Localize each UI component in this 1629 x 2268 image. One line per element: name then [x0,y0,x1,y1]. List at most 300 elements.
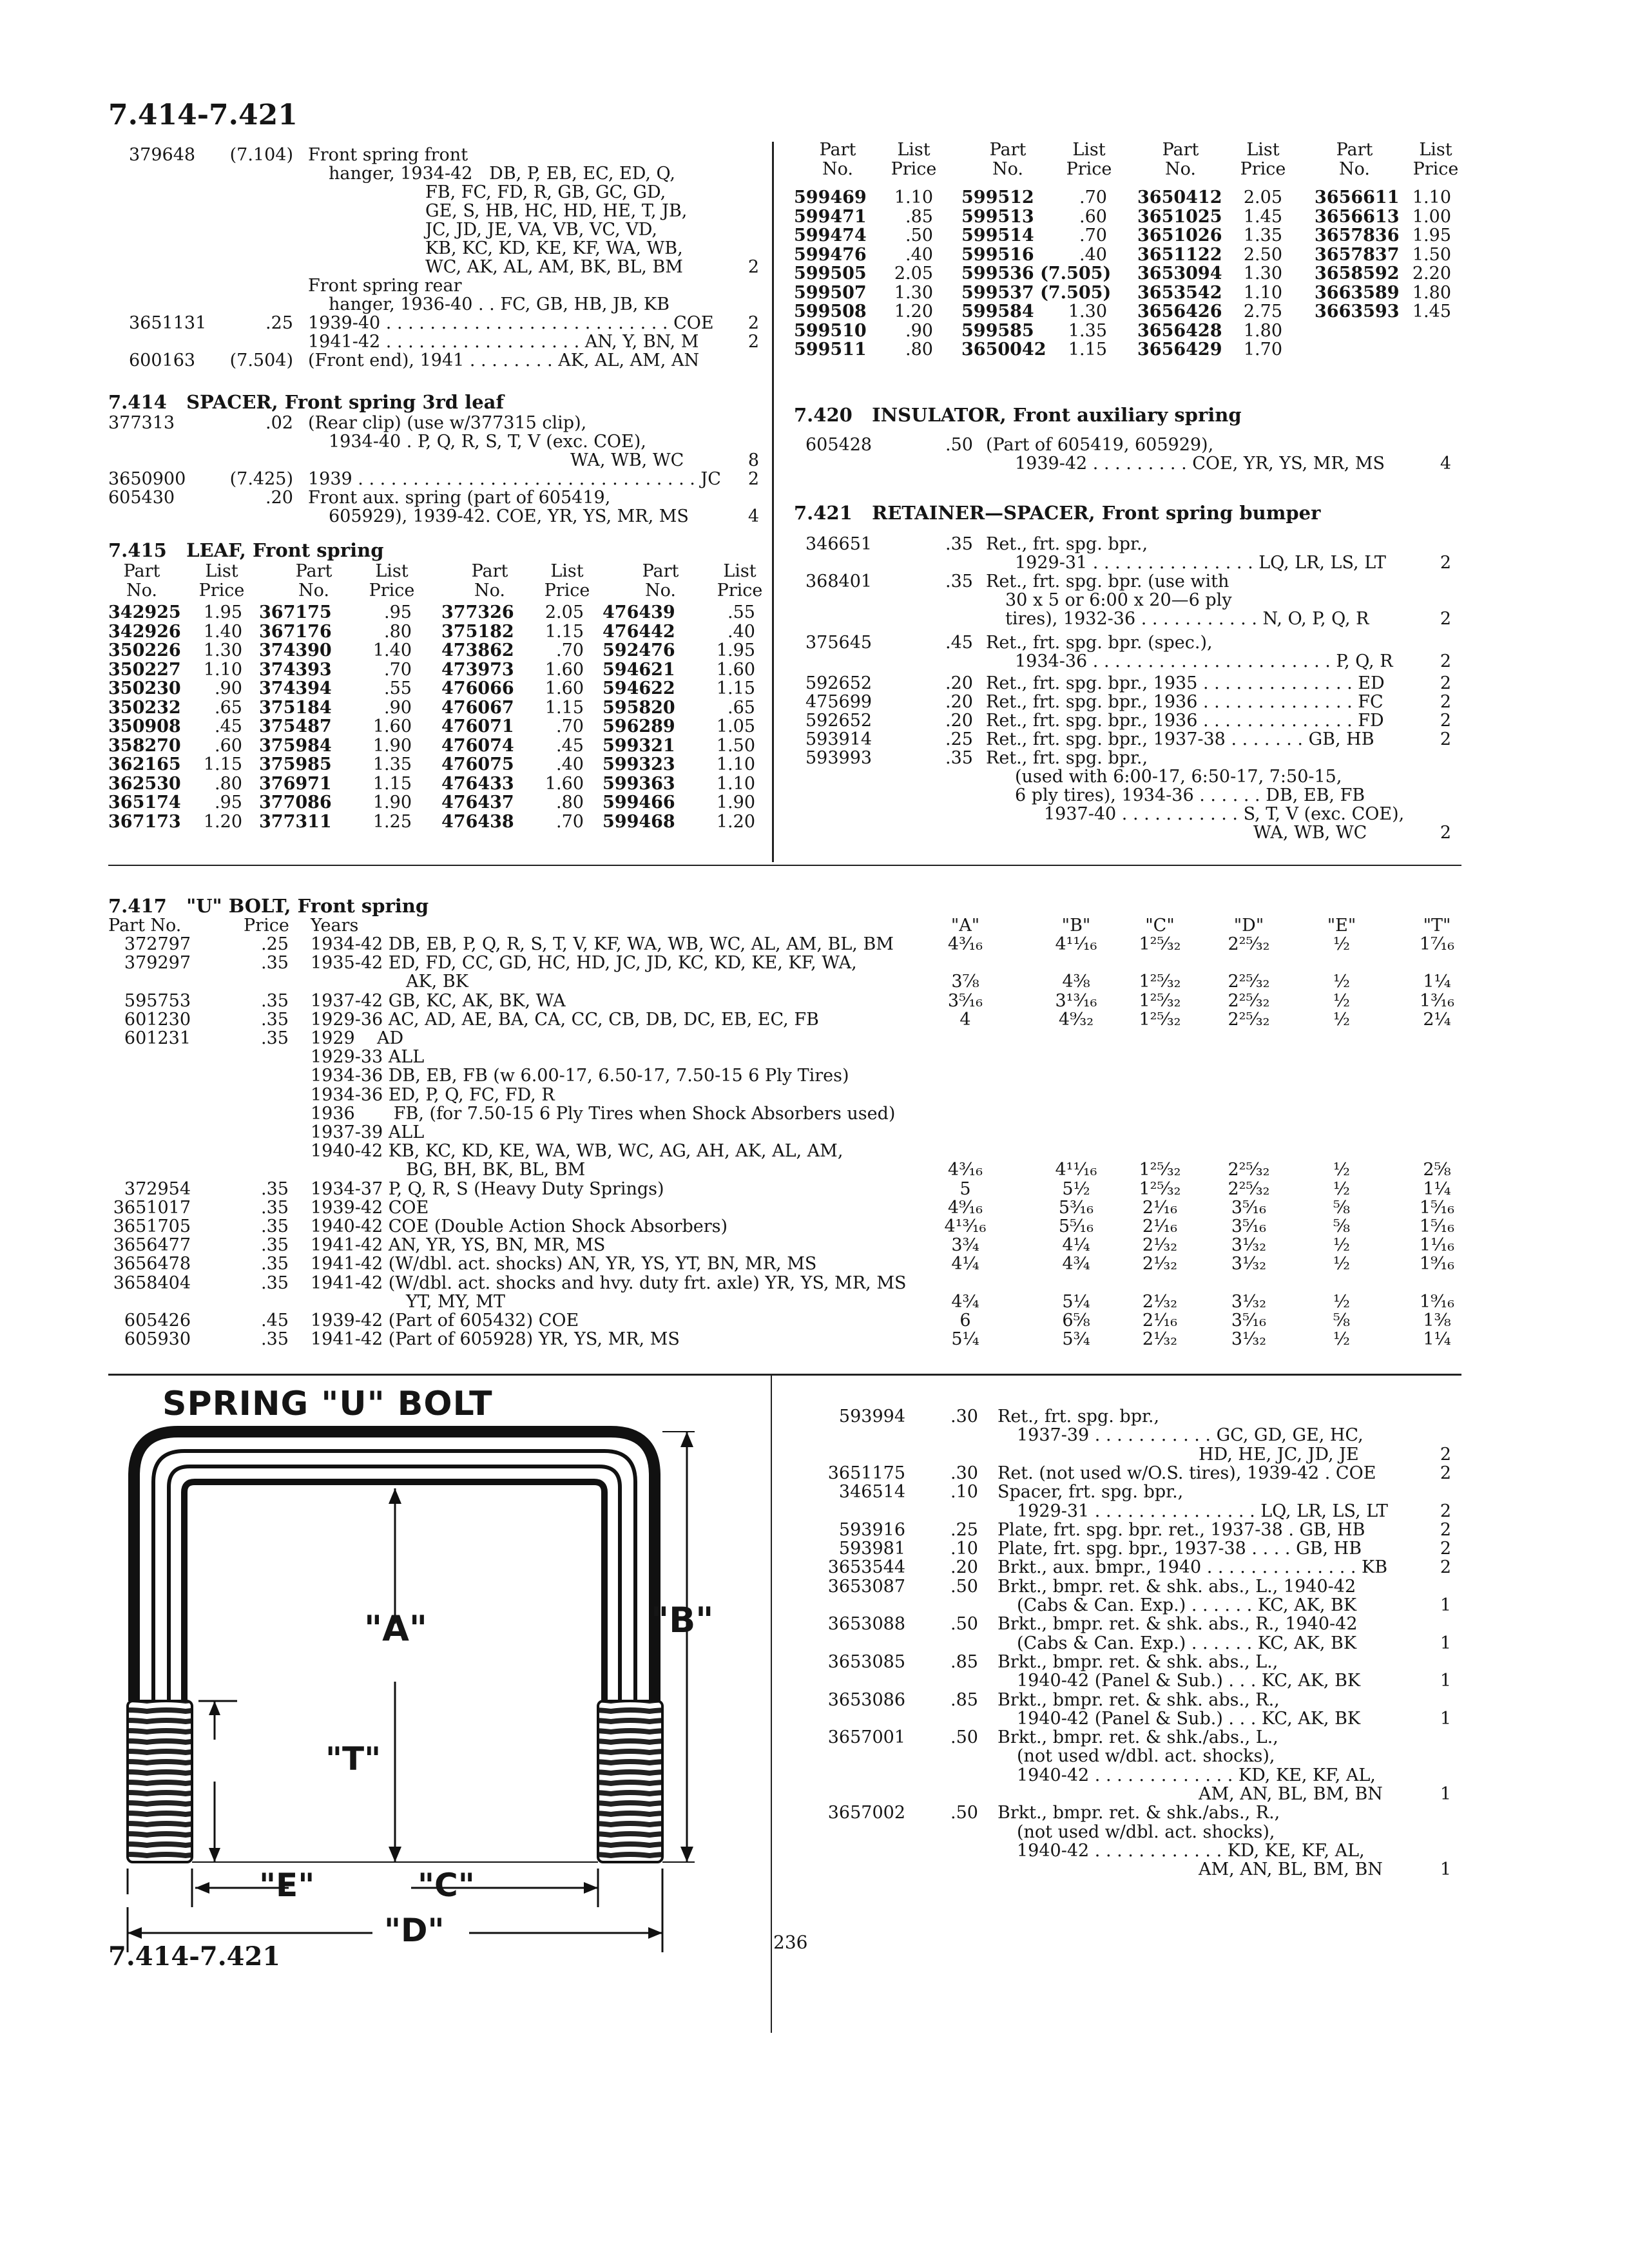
list-price: (7.104) [229,145,293,165]
leaf-part-number: 476075 [441,754,514,774]
dimension-value: ½ [1333,934,1351,954]
column-header: No. [474,581,505,601]
leaf-list-price: 1.60 [545,678,584,698]
part-number: 3653087 [827,1576,905,1597]
footer-section-ref: 7.414-7.421 [108,1941,281,1972]
column-header: Part [295,561,333,581]
item-description: (Cabs & Can. Exp.) . . . . . . KC, AK, BK [1017,1595,1357,1615]
dimension-value: 4¹³⁄₁₆ [944,1216,987,1236]
dimension-value: 3⁵⁄₁₆ [1231,1216,1267,1236]
years-models: 1929 AD [311,1028,404,1048]
list-price: .45 [945,633,973,653]
leaf-list-price: .60 [1079,206,1107,227]
item-description: 1939-42 . . . . . . . . . COE, YR, YS, MR, MS [1015,454,1385,474]
dimension-value: 3⁵⁄₁₆ [947,990,983,1011]
leaf-list-price: 1.30 [203,640,242,660]
leaf-part-number: 3651026 [1137,226,1222,245]
leaf-part-number: 3663593 [1315,302,1400,322]
part-number: 593916 [838,1519,905,1540]
dimension-value: 1⁷⁄₁₆ [1419,934,1455,954]
column-header: Price [244,916,289,936]
item-description: Ret., frt. spg. bpr., 1937-38 . . . . . . . GB, HB [986,729,1374,749]
item-description: Brkt., bmpr. ret. & shk. abs., L., 1940-42 [998,1576,1356,1597]
item-description: Front aux. spring (part of 605419, [308,488,611,508]
section-divider-lower [108,1374,1461,1376]
dimension-value: 3¹⁄₃₂ [1231,1329,1267,1350]
leaf-part-number: 367173 [108,811,181,832]
dimension-value: 4⅜ [1062,972,1090,992]
leaf-list-price: .80 [905,340,933,360]
quantity: 4 [747,506,759,526]
part-number: 593993 [805,748,872,768]
dimension-value: 3¹⁄₃₂ [1231,1235,1267,1256]
years-models: 1934-37 P, Q, R, S (Heavy Duty Springs) [311,1178,664,1199]
item-description: FB, FC, FD, R, GB, GC, GD, [425,182,666,202]
leaf-list-price: 2.05 [545,602,584,622]
dimension-header: "C" [1145,916,1175,936]
part-number: 368401 [805,572,872,591]
item-description: tires), 1932-36 . . . . . . . . . . . N, O, P, Q, R [1005,609,1369,629]
list-price: .35 [261,1273,289,1293]
leaf-part-number: 3651122 [1137,244,1222,265]
leaf-list-price: .80 [556,793,584,812]
list-price: .25 [265,313,293,333]
leaf-part-number: 3663589 [1315,282,1400,303]
dimension-value: 1²⁵⁄₃₂ [1139,1178,1181,1199]
dimension-value: 2¼ [1423,1009,1451,1030]
leaf-list-price: .70 [556,716,584,736]
column-header: Part [1162,140,1199,160]
dimension-value: 2¹⁄₁₆ [1142,1216,1178,1236]
item-description: 1939-40 . . . . . . . . . . . . . . . . . . . . . . . . . . COE [308,313,714,333]
part-number: 3653088 [827,1614,905,1635]
dimension-value: 1²⁵⁄₃₂ [1139,1160,1181,1180]
dimension-value: 6⅝ [1062,1311,1090,1331]
column-header: List [897,140,930,160]
dimension-value: 4¾ [1062,1254,1090,1274]
quantity: 2 [1440,823,1451,843]
list-price: .10 [950,1482,978,1503]
leaf-part-number: 476438 [441,811,514,832]
dimension-value: ½ [1333,1291,1351,1312]
column-header: List [205,561,238,581]
years-models: 1940-42 KB, KC, KD, KE, WA, WB, WC, AG, AH, AK, AL, AM, [311,1141,843,1162]
column-header: No. [645,581,676,601]
dimension-value: 2¹⁄₁₆ [1142,1197,1178,1218]
part-number: 379648 [129,145,196,165]
leaf-list-price: .40 [728,621,755,642]
list-price: .85 [950,1651,978,1672]
leaf-list-price: 1.00 [1412,206,1451,227]
item-description: (not used w/dbl. act. shocks), [1017,1821,1275,1842]
dim-label-c: "C" [418,1867,475,1904]
leaf-list-price: .90 [215,678,242,698]
dimension-value: 2¹⁄₃₂ [1142,1329,1178,1350]
dimension-value: 2²⁵⁄₃₂ [1228,1160,1270,1180]
leaf-part-number: 476067 [441,697,514,718]
column-header: Part No. [108,916,182,936]
dimension-value: 2¹⁄₃₂ [1142,1291,1178,1312]
leaf-list-price: .40 [905,244,933,265]
dimension-value: ½ [1333,1329,1351,1350]
dimension-value: 1⁵⁄₁₆ [1419,1216,1455,1236]
leaf-part-number: 596289 [602,716,675,736]
column-header: No. [298,581,329,601]
quantity: 2 [1440,1501,1451,1521]
leaf-list-price: 1.15 [372,773,412,794]
column-header: List [1419,140,1452,160]
leaf-part-number: 377086 [259,793,332,812]
leaf-part-number: 473862 [441,640,514,660]
dimension-value: ½ [1333,1178,1351,1199]
item-description: Brkt., bmpr. ret. & shk. abs., R., [998,1689,1280,1710]
leaf-part-number: 375487 [259,716,332,736]
dimension-value: 2⅝ [1423,1160,1451,1180]
leaf-list-price: 1.15 [716,678,755,698]
leaf-list-price: 2.75 [1243,302,1282,322]
item-description: 1934-36 . . . . . . . . . . . . . . . . . . . . . . P, Q, R [1015,651,1393,671]
item-description: Ret., frt. spg. bpr. (spec.), [986,633,1213,653]
item-description: 30 x 5 or 6:00 x 20—6 ply [1005,590,1232,610]
leaf-list-price: 2.05 [894,264,933,284]
leaf-part-number: 599510 [794,320,867,341]
item-description: 1940-42 (Panel & Sub.) . . . KC, AK, BK [1017,1671,1361,1691]
leaf-part-number: 376971 [259,773,332,794]
item-description: Ret., frt. spg. bpr., 1936 . . . . . . . . . . . . . . FC [986,692,1383,712]
list-price: .20 [945,673,973,693]
list-price: .25 [261,934,289,954]
dimension-header: "B" [1061,916,1091,936]
list-price: (7.425) [229,469,293,489]
column-header: List [723,561,757,581]
leaf-list-price: 1.05 [716,716,755,736]
column-header: Price [717,581,763,601]
list-price: .35 [261,1254,289,1274]
leaf-list-price: .70 [556,811,584,832]
section-heading: 7.417 "U" BOLT, Front spring [108,895,429,917]
dimension-value: 2¹⁄₁₆ [1142,1311,1178,1331]
leaf-part-number: 599476 [794,244,867,265]
column-header: List [1072,140,1106,160]
list-price: .35 [945,572,973,591]
leaf-part-number: 599468 [602,811,675,832]
column-header: No. [992,159,1023,179]
item-description: 1940-42 . . . . . . . . . . . . . KD, KE, KF, AL, [1017,1765,1376,1785]
section-divider [108,865,1461,866]
item-description: (Front end), 1941 . . . . . . . . AK, AL, AM, AN [308,351,700,370]
leaf-part-number: 476442 [602,621,675,642]
dimension-value: 5³⁄₁₆ [1058,1197,1094,1218]
leaf-part-number: 476074 [441,735,514,756]
item-description: Brkt., bmpr. ret. & shk. abs., R., 1940-42 [998,1614,1358,1635]
dimension-value: 5½ [1062,1178,1090,1199]
quantity: 1 [1440,1671,1451,1691]
item-description: Brkt., bmpr. ret. & shk. abs., L., [998,1651,1278,1672]
item-description: 1937-39 . . . . . . . . . . . GC, GD, GE, HC, [1017,1425,1364,1446]
leaf-part-number: 599466 [602,793,675,812]
part-number: 600163 [129,351,196,370]
leaf-part-number: 375984 [259,735,332,756]
dimension-value: 2²⁵⁄₃₂ [1228,1009,1270,1030]
leaf-list-price: 1.10 [894,187,933,207]
years-models: YT, MY, MT [406,1291,505,1312]
leaf-list-price: .45 [215,716,242,736]
item-description: 1941-42 . . . . . . . . . . . . . . . . . . AN, Y, BN, M [308,332,699,352]
leaf-list-price: 1.50 [716,735,755,756]
part-number: 372954 [124,1178,191,1199]
list-price: .35 [261,1216,289,1236]
part-number: 593914 [805,729,872,749]
leaf-list-price: .70 [1079,187,1107,207]
list-price: .35 [261,990,289,1011]
item-description: Plate, frt. spg. bpr. ret., 1937-38 . GB, HB [998,1519,1365,1540]
leaf-list-price: 1.40 [372,640,412,660]
quantity: 2 [1440,729,1451,749]
leaf-part-number: 350227 [108,659,181,680]
leaf-part-number: 594621 [602,659,675,680]
column-header: Part [123,561,160,581]
dimension-value: ½ [1333,1009,1351,1030]
list-price: .35 [261,1235,289,1256]
leaf-list-price: 1.20 [894,302,933,322]
years-models: 1939-42 COE [311,1197,429,1218]
quantity: 2 [1440,711,1451,731]
leaf-part-number: 599585 [961,320,1034,341]
leaf-part-number: 599505 [794,264,867,284]
years-models: BG, BH, BK, BL, BM [406,1160,586,1180]
list-price: .35 [261,1009,289,1030]
column-divider-top [772,142,774,862]
leaf-part-number: 599469 [794,187,867,207]
dim-label-d: "D" [384,1912,445,1949]
dimension-header: "T" [1423,916,1451,936]
leaf-list-price: 1.10 [203,659,242,680]
leaf-list-price: 1.15 [203,754,242,774]
dimension-value: 2²⁵⁄₃₂ [1228,990,1270,1011]
leaf-part-number: 476071 [441,716,514,736]
page-number: 236 [773,1932,808,1953]
part-number: 3653085 [827,1651,905,1672]
list-price: .35 [261,1329,289,1350]
item-description: 1929-31 . . . . . . . . . . . . . . . LQ, LR, LS, LT [1015,553,1386,573]
leaf-part-number: 374394 [259,678,332,698]
leaf-list-price: 1.90 [372,735,412,756]
item-description: Front spring front [308,145,468,165]
dimension-value: 3⁵⁄₁₆ [1231,1197,1267,1218]
dimension-value: 5¼ [951,1329,979,1350]
leaf-part-number: 3656611 [1315,187,1400,207]
leaf-list-price: 1.95 [1412,226,1451,245]
item-description: WA, WB, WC [570,450,684,470]
item-description: 6 ply tires), 1934-36 . . . . . . DB, EB, FB [1015,785,1365,805]
leaf-part-number: 599511 [794,340,867,360]
quantity: 2 [747,332,759,352]
leaf-part-number: 374393 [259,659,332,680]
part-number: 3651175 [827,1463,905,1483]
leaf-list-price: 1.60 [545,773,584,794]
column-header: Price [198,581,245,601]
leaf-list-price: 1.95 [203,602,242,622]
item-description: Ret., frt. spg. bpr., [998,1407,1160,1427]
leaf-part-number: 367176 [259,621,332,642]
section-heading: 7.414 SPACER, Front spring 3rd leaf [108,391,504,413]
section-heading: 7.415 LEAF, Front spring [108,539,384,561]
quantity: 2 [747,469,759,489]
list-price: .10 [950,1539,978,1559]
dimension-header: "A" [950,916,980,936]
quantity: 2 [1440,1463,1451,1483]
leaf-part-number: 367175 [259,602,332,622]
part-number: 605430 [108,488,175,508]
diagram-title: SPRING "U" BOLT [162,1385,493,1423]
leaf-part-number: 3653542 [1137,282,1222,303]
dimension-header: "E" [1327,916,1356,936]
leaf-part-number: 362165 [108,754,181,774]
dimension-value: 1⁹⁄₁₆ [1419,1291,1455,1312]
list-price: .35 [261,1178,289,1199]
leaf-list-price: 1.20 [203,811,242,832]
part-number: 3653086 [827,1689,905,1710]
dimension-value: ½ [1333,1254,1351,1274]
item-description: Ret., frt. spg. bpr., 1935 . . . . . . . . . . . . . . ED [986,673,1385,693]
leaf-part-number: 350230 [108,678,181,698]
column-header: No. [126,581,157,601]
dimension-value: 3⅞ [951,972,979,992]
item-description: Brkt., bmpr. ret. & shk./abs., L., [998,1727,1278,1748]
leaf-list-price: .45 [556,735,584,756]
list-price: .35 [945,748,973,768]
dimension-value: 1²⁵⁄₃₂ [1139,934,1181,954]
dimension-value: 3¹³⁄₁₆ [1055,990,1097,1011]
item-description: (Cabs & Can. Exp.) . . . . . . KC, AK, BK [1017,1633,1357,1653]
list-price: .25 [950,1519,978,1540]
dimension-value: 4⁹⁄₃₂ [1058,1009,1094,1030]
part-number: 592652 [805,673,872,693]
quantity: 2 [1440,673,1451,693]
item-description: 1939 . . . . . . . . . . . . . . . . . . . . . . . . . . . . . . . JC [308,469,721,489]
item-description: hanger, 1934-42 DB, P, EB, EC, ED, Q, [329,164,675,184]
leaf-list-price: .90 [384,697,412,718]
part-number: 475699 [805,692,872,712]
quantity: 2 [747,313,759,333]
years-models: 1935-42 ED, FD, CC, GD, HC, HD, JC, JD, KC, KD, KE, KF, WA, [311,953,857,974]
column-header: Years [311,916,359,936]
years-models: 1941-42 (W/dbl. act. shocks) AN, YR, YS, YT, BN, MR, MS [311,1254,817,1274]
leaf-part-number: 3650412 [1137,187,1222,207]
column-header: No. [1165,159,1196,179]
leaf-part-number: 599584 [961,302,1034,322]
dimension-value: 2²⁵⁄₃₂ [1228,1178,1270,1199]
dimension-value: 4³⁄₁₆ [947,1160,983,1180]
dimension-value: 1⁵⁄₁₆ [1419,1197,1455,1218]
dimension-value: 1²⁵⁄₃₂ [1139,1009,1181,1030]
leaf-list-price: .95 [215,793,242,812]
list-price: .35 [261,953,289,974]
column-header: Part [819,140,856,160]
dimension-value: 2²⁵⁄₃₂ [1228,972,1270,992]
quantity: 2 [1440,1444,1451,1465]
list-price: .20 [945,711,973,731]
item-description: hanger, 1936-40 . . FC, GB, HB, JB, KB [329,294,670,314]
dimension-value: 1⁹⁄₁₆ [1419,1254,1455,1274]
leaf-part-number: 362530 [108,773,181,794]
leaf-part-number: 375184 [259,697,332,718]
leaf-list-price: .55 [728,602,755,622]
part-number: 601231 [124,1028,191,1048]
leaf-part-number: 3656613 [1315,206,1400,227]
quantity: 2 [1440,609,1451,629]
leaf-part-number: 358270 [108,735,181,756]
leaf-list-price: 1.15 [545,697,584,718]
dimension-value: 3⁵⁄₁₆ [1231,1311,1267,1331]
dimension-value: 1¼ [1423,972,1451,992]
list-price: .20 [945,692,973,712]
item-description: AM, AN, BL, BM, BN [1199,1784,1383,1804]
column-header: Price [544,581,590,601]
leaf-list-price: 1.60 [545,659,584,680]
dimension-value: 1³⁄₁₆ [1419,990,1455,1011]
leaf-part-number: 3650042 [961,340,1046,360]
column-header: No. [1339,159,1370,179]
column-header: Price [1240,159,1286,179]
leaf-part-number: 342925 [108,602,181,622]
part-number: 3651705 [113,1216,191,1236]
section-heading: 7.420 INSULATOR, Front auxiliary spring [794,404,1242,426]
leaf-list-price: 1.15 [545,621,584,642]
list-price: .50 [950,1614,978,1635]
leaf-list-price: 1.20 [716,811,755,832]
leaf-part-number: 599536 (7.505) [961,264,1112,284]
item-description: AM, AN, BL, BM, BN [1199,1860,1383,1880]
list-price: .35 [261,1197,289,1218]
part-number: 379297 [124,953,191,974]
years-models: 1929-36 AC, AD, AE, BA, CA, CC, CB, DB, DC, EB, EC, FB [311,1009,819,1030]
leaf-list-price: .65 [215,697,242,718]
leaf-part-number: 377326 [441,602,514,622]
item-description: Plate, frt. spg. bpr., 1937-38 . . . . GB, HB [998,1539,1362,1559]
item-description: 1929-31 . . . . . . . . . . . . . . . LQ, LR, LS, LT [1017,1501,1388,1521]
leaf-list-price: 1.90 [716,793,755,812]
list-price: .85 [950,1689,978,1710]
dimension-value: ⅝ [1333,1311,1351,1331]
leaf-list-price: 2.05 [1243,187,1282,207]
leaf-list-price: 1.30 [894,282,933,303]
leaf-part-number: 599507 [794,282,867,303]
dimension-value: ½ [1333,1235,1351,1256]
quantity: 1 [1440,1708,1451,1729]
dimension-value: 3¹⁄₃₂ [1231,1291,1267,1312]
dimension-value: 5¾ [1062,1329,1090,1350]
leaf-part-number: 3653094 [1137,264,1222,284]
leaf-part-number: 476433 [441,773,514,794]
leaf-part-number: 342926 [108,621,181,642]
leaf-part-number: 599321 [602,735,675,756]
quantity: 1 [1440,1595,1451,1615]
item-description: Ret. (not used w/O.S. tires), 1939-42 . COE [998,1463,1376,1483]
column-header: No. [822,159,853,179]
list-price: .30 [950,1407,978,1427]
list-price: .20 [950,1557,978,1578]
leaf-part-number: 599513 [961,206,1034,227]
item-description: Spacer, frt. spg. bpr., [998,1482,1184,1503]
leaf-part-number: 599516 [961,244,1034,265]
leaf-part-number: 365174 [108,793,181,812]
part-number: 592652 [805,711,872,731]
part-number: 372797 [124,934,191,954]
dimension-value: 1¼ [1423,1329,1451,1350]
column-header: Part [642,561,679,581]
leaf-list-price: 2.50 [1243,244,1282,265]
